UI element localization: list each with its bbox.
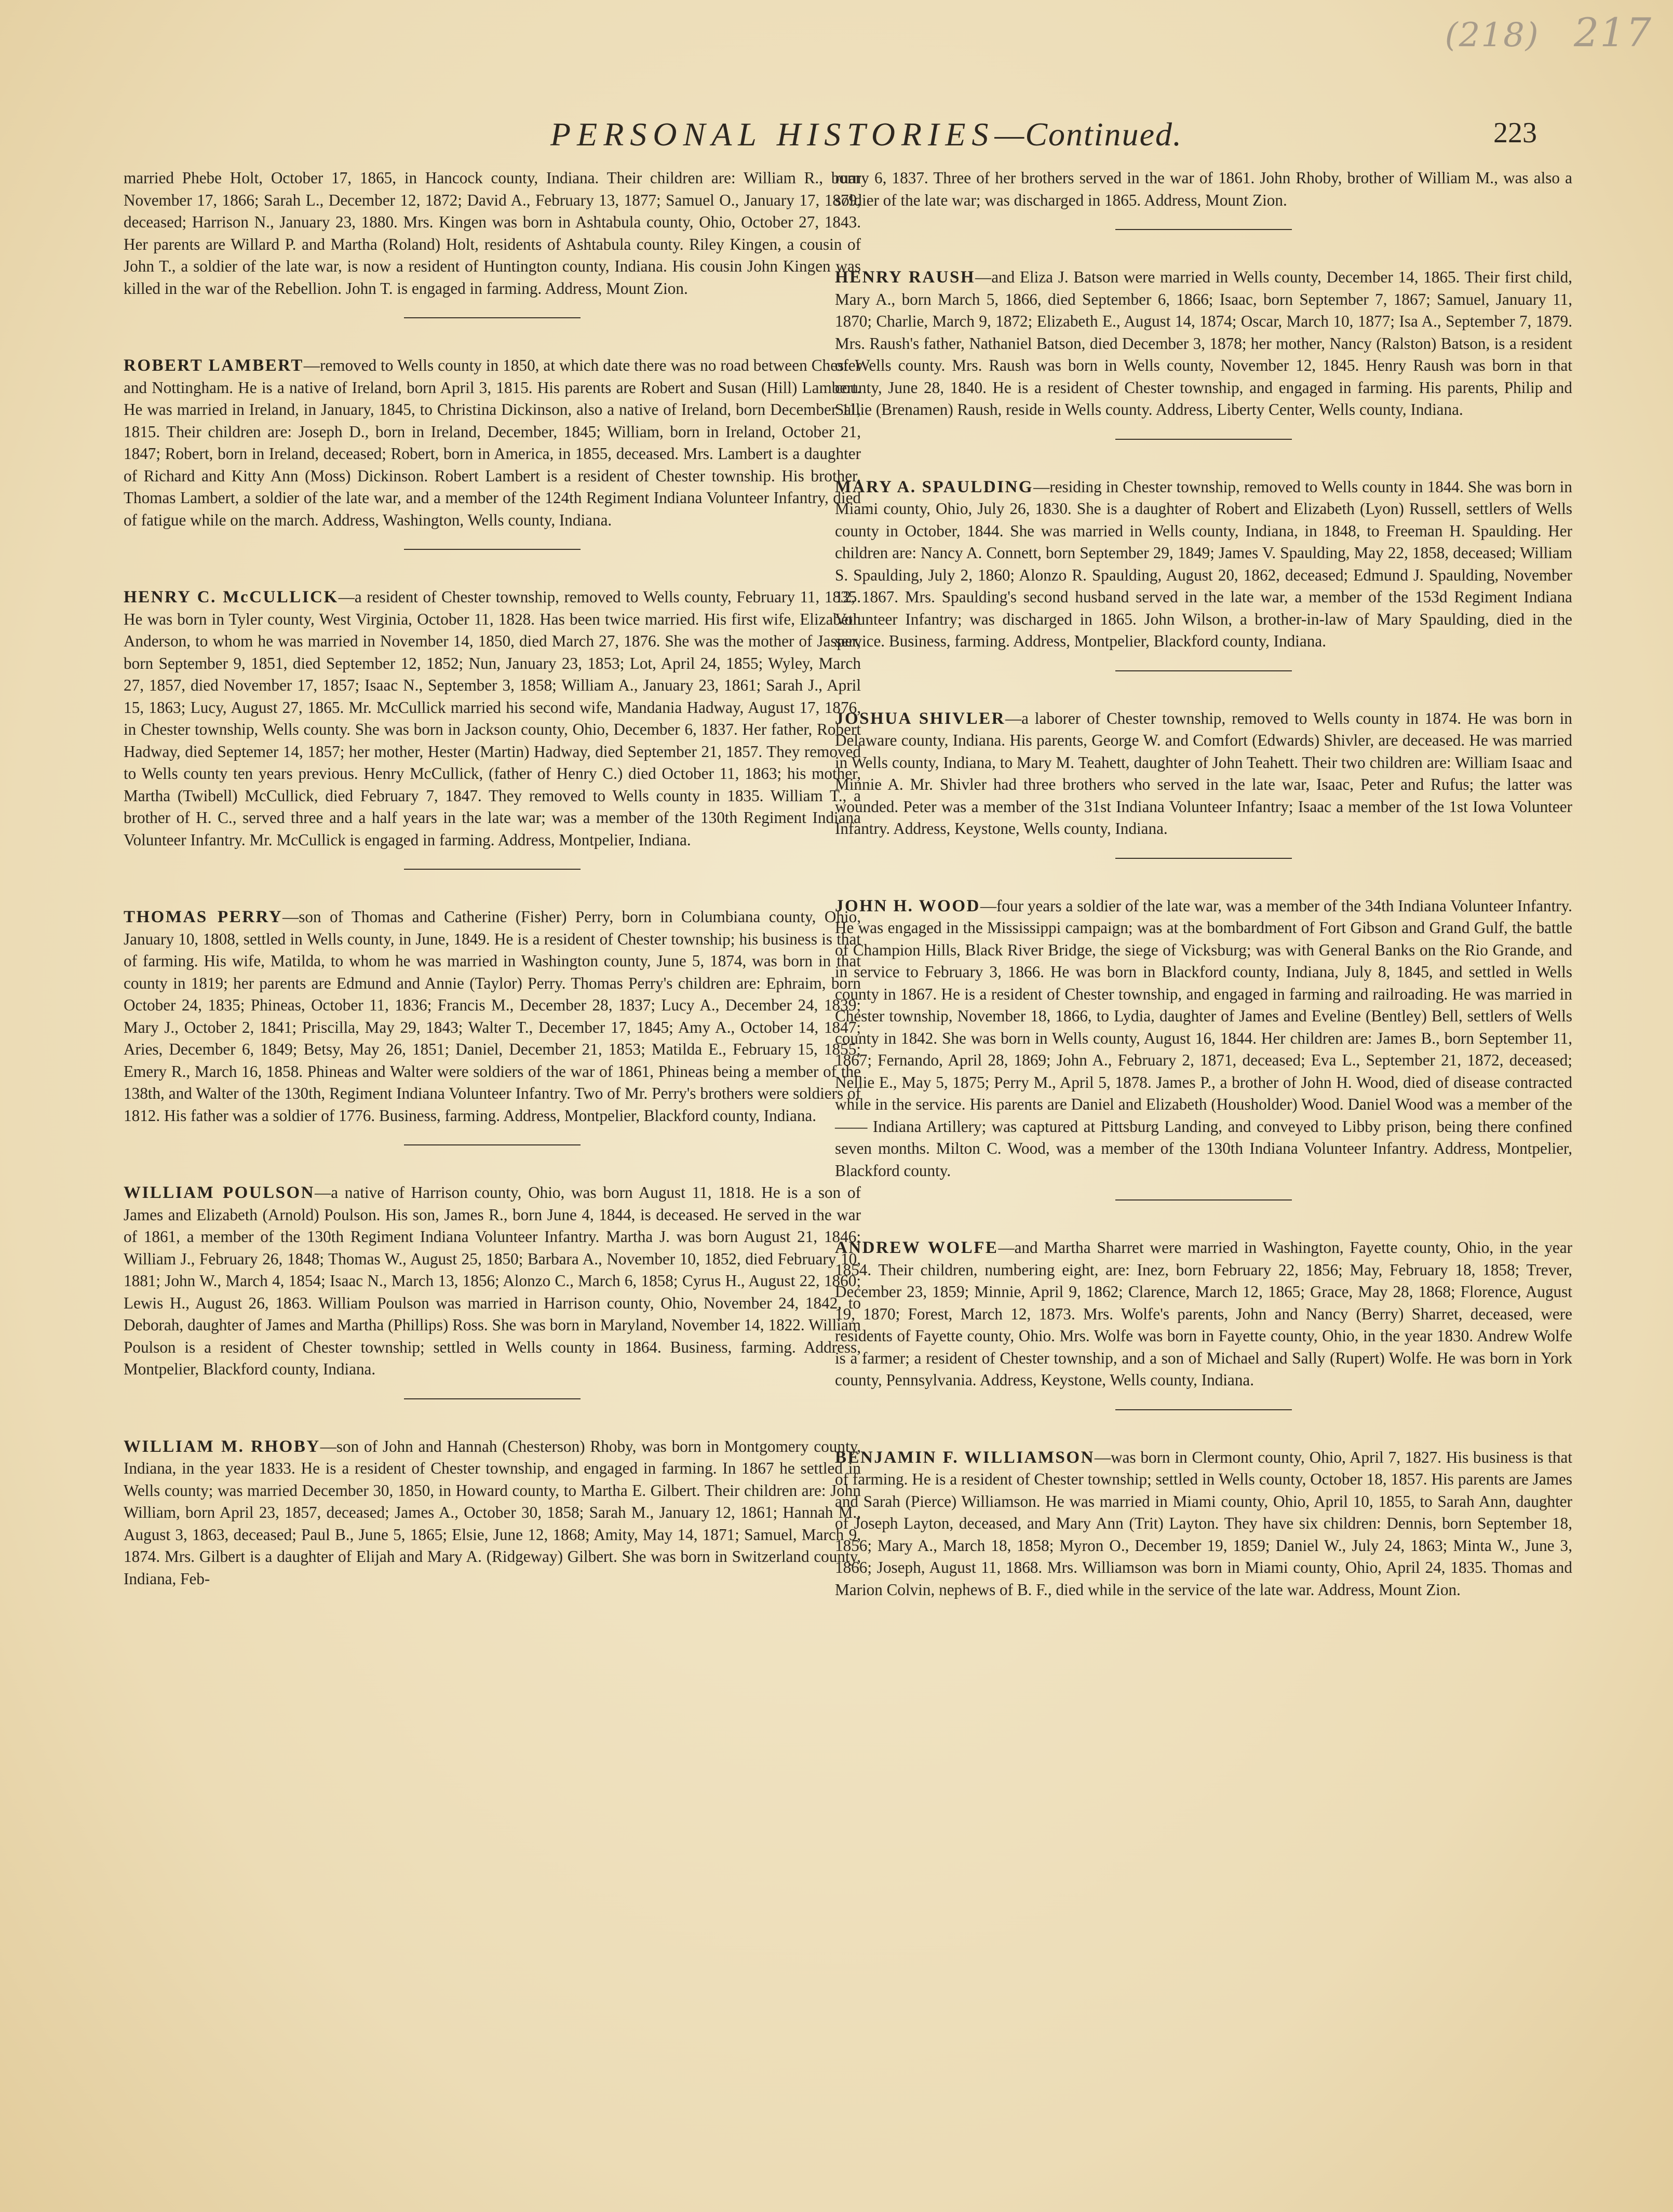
divider: [1115, 1409, 1292, 1410]
entry-name: JOSHUA SHIVLER: [835, 709, 1005, 728]
entry-name: JOHN H. WOOD: [835, 896, 980, 915]
entry-name: THOMAS PERRY: [124, 908, 283, 926]
pencil-annotation: [1445, 9, 1652, 56]
entry-text: —a resident of Chester township, removed to Wells county, February 11, 1835. He was born in Tyler county, West Virginia, October 11, 1828. Has been twice married. His first wife, Elizabeth Anderson, to whom he was married in November 14, 1850, died March 27, 1876. She was the mother of Jasper, born September 9, 1851, died September 12, 1852; Nun, January 23, 1853; Lot, April 24, 1855; Wyley, March 27, 1857, died November 17, 1857; Isaac N., September 3, 1858; William A., January 23, 1861; Sarah J., April 15, 1863; Lucy, August 27, 1865. Mr. McCullick married his second wife, Mandania Hadway, August 17, 1876, in Chester township, Wells county. She was born in Jackson county, Ohio, December 6, 1837. Her father, Robert Hadway, died Septemer 14, 1857; her mother, Hester (Martin) Hadway, died September 21, 1857. They removed to Wells county ten years previous. Henry McCullick, (father of Henry C.) died October 11, 1863; his mother, Martha (Twibell) McCullick, died February 7, 1847. They removed to Wells county in 1835. William T., a brother of H. C., served three and a half years in the late war; was a member of the 130th Regiment Indiana Volunteer Infantry. Mr. McCullick is engaged in farming. Address, Montpelier, Indiana.: [124, 588, 861, 849]
entry-text: —son of John and Hannah (Chesterson) Rhoby, was born in Montgomery county, Indiana, in the year 1833. He is a resident of Chester township, and engaged in farming. In 1867 he settled in Wells county; was married December 30, 1850, in Howard county, to Martha E. Gilbert. Their children are: John William, born April 23, 1857, deceased; James A., October 30, 1858; Sarah M., January 12, 1861; Hannah M., August 3, 1863, deceased; Paul B., June 5, 1865; Elsie, June 12, 1868; Amity, May 14, 1871; Samuel, March 9, 1874. Mrs. Gilbert is a daughter of Elijah and Mary A. (Ridgeway) Gilbert. She was born in Switzerland county, Indiana, Feb-: [124, 1437, 861, 1588]
entry-name: WILLIAM M. RHOBY: [124, 1437, 320, 1456]
entry-text: —and Martha Sharret were married in Washington, Fayette county, Ohio, in the year 1854. Their children, numbering eight, are: Inez, born February 22, 1856; May, February 18, 1858; Trever, December 23, 1859; Minnie, April 9, 1862; Clarence, March 12, 1865; Grace, May 28, 1868; Florence, August 19, 1870; Forest, March 12, 1873. Mrs. Wolfe's parents, John and Nancy (Berry) Sharret, deceased, were residents of Fayette county, Ohio. Mrs. Wolfe was born in Fayette county, Ohio, in the year 1830. Andrew Wolfe is a farmer; a resident of Chester township, and a son of Michael and Sally (Rupert) Wolfe. He was born in York county, Pennsylvania. Address, Keystone, Wells county, Indiana.: [835, 1238, 1572, 1389]
entry-john-wood: [835, 895, 1572, 1182]
divider: [1115, 1199, 1292, 1201]
entry-text: —a native of Harrison county, Ohio, was born August 11, 1818. He is a son of James and Elizabeth (Arnold) Poulson. His son, James R., born June 4, 1844, is deceased. He served in the war of 1861, a member of the 130th Regiment Indiana Volunteer Infantry. Martha J. was born August 21, 1846; William J., February 26, 1848; Thomas W., August 25, 1850; Barbara A., November 10, 1852, died February 10, 1881; John W., March 4, 1854; Isaac N., March 13, 1856; Alonzo C., March 6, 1858; Cyrus H., August 22, 1860; Lewis H., August 26, 1863. William Poulson was married in Harrison county, Ohio, November 24, 1842, to Deborah, daughter of James and Martha (Phillips) Ross. She was born in Maryland, November 14, 1822. William Poulson is a resident of Chester township; settled in Wells county in 1864. Business, farming. Address, Montpelier, Blackford county, Indiana.: [124, 1183, 861, 1378]
entry-name: HENRY C. McCULLICK: [124, 588, 339, 606]
entry-henry-raush: [835, 266, 1572, 421]
entry-thomas-perry: [124, 906, 861, 1127]
entry-william-rhoby: [124, 1436, 861, 1590]
entry-text: —four years a soldier of the late war, was a member of the 34th Indiana Volunteer Infantry. He was engaged in the Mississippi campaign; was at the bombardment of Fort Gibson and Grand Gulf, the battle of Champion Hills, Black River Bridge, the siege of Vicksburg; was with General Banks on the Rio Grande, and in service to February 3, 1866. He was born in Blackford county, Indiana, July 8, 1845, and settled in Wells county in 1867. He is a resident of Chester township, and engaged in farming and railroading. He was married in Chester township, November 18, 1866, to Lydia, daughter of James and Eveline (Bentley) Bell, settlers of Wells county in 1842. She was born in Wells county, August 16, 1844. Her children are: James B., born September 11, 1867; Fernando, April 28, 1869; John A., February 2, 1871, deceased; Eva L., September 21, 1872, deceased; Nellie E., May 5, 1875; Perry M., April 5, 1878. James P., a brother of John H. Wood, died of disease contracted while in the service. His parents are Daniel and Elizabeth (Housholder) Wood. Daniel Wood was a member of the —— Indiana Artillery; was captured at Pittsburg Landing, and conveyed to Libby prison, being there confined seven months. Milton C. Wood, was a member of the 130th Indiana Volunteer Infantry. Address, Montpelier, Blackford county.: [835, 896, 1572, 1180]
entry-rhoby-cont: [835, 167, 1572, 211]
page-number: 223: [1493, 117, 1537, 149]
divider: [1115, 229, 1292, 230]
entry-name: MARY A. SPAULDING: [835, 477, 1034, 496]
entry-benjamin-williamson: [835, 1447, 1572, 1601]
right-column: [835, 167, 1572, 1601]
entry-mary-spaulding: [835, 476, 1572, 653]
pencil-note-a: (218): [1445, 16, 1540, 55]
divider: [404, 549, 581, 550]
divider: [404, 1144, 581, 1145]
entry-name: BENJAMIN F. WILLIAMSON: [835, 1448, 1095, 1467]
running-title-main: PERSONAL HISTORIES: [550, 116, 995, 153]
pencil-note-b: 217: [1573, 9, 1652, 56]
entry-andrew-wolfe: [835, 1237, 1572, 1392]
running-title: [550, 115, 1182, 154]
entry-henry-mccullick: [124, 586, 861, 851]
entry-text: —a laborer of Chester township, removed to Wells county in 1874. He was born in Delaware county, Indiana. His parents, George W. and Comfort (Edwards) Shivler, are deceased. He was married in Wells county, Indiana, to Mary M. Teahett, daughter of John Teahett. Their two children are: William Isaac and Minnie A. Mr. Shivler had three brothers who served in the late war, Isaac, Peter and Rufus; the latter was wounded. Peter was a member of the 31st Indiana Volunteer Infantry; Isaac a member of the 1st Iowa Volunteer Infantry. Address, Keystone, Wells county, Indiana.: [835, 709, 1572, 838]
entry-text: —residing in Chester township, removed to Wells county in 1844. She was born in Miami county, Ohio, July 26, 1830. She is a daughter of Robert and Elizabeth (Lyon) Russell, settlers of Wells county in October, 1844. She was married in Wells county, Indiana, in 1848, to Freeman H. Spaulding. Her children are: Nancy A. Connett, born September 29, 1849; James V. Spaulding, May 22, 1858, deceased; William S. Spaulding, July 2, 1860; Alonzo R. Spaulding, August 20, 1862, deceased; Edmund J. Spaulding, November 12, 1867. Mrs. Spaulding's second husband served in the late war, a member of the 153d Regiment Indiana Volunteer Infantry; was discharged in 1865. John Wilson, a brother-in-law of Mary Spaulding, died in the service. Business, farming. Address, Montpelier, Blackford county, Indiana.: [835, 477, 1572, 650]
entry-name: HENRY RAUSH: [835, 268, 975, 287]
divider: [404, 1398, 581, 1399]
page-header: [550, 115, 1537, 157]
divider: [1115, 858, 1292, 859]
entry-text: —was born in Clermont county, Ohio, April 7, 1827. His business is that of farming. He is a resident of Chester township; settled in Wells county, October 18, 1857. His parents are James and Sarah (Pierce) Williamson. He was married in Miami county, Ohio, April 10, 1855, to Sarah Ann, daughter of Joseph Layton, deceased, and Mary Ann (Trit) Layton. They have six children: Dennis, born September 18, 1856; Mary A., March 18, 1858; Myron O., December 19, 1859; Daniel W., July 24, 1863; Minta W., June 3, 1866; Joseph, August 11, 1868. Mrs. Williamson was born in Miami county, Ohio, April 24, 1835. Thomas and Marion Colvin, nephews of B. F., died while in the service of the late war. Address, Mount Zion.: [835, 1448, 1573, 1599]
divider: [404, 869, 581, 870]
entry-name: ROBERT LAMBERT: [124, 356, 304, 375]
entry-text: married Phebe Holt, October 17, 1865, in Hancock county, Indiana. Their children are: William R., born November 17, 1866; Sarah L., December 12, 1872; David A., February 13, 1877; Samuel O., January 17, 1879, deceased; Harrison N., January 23, 1880. Mrs. Kingen was born in Ashtabula county, Ohio, October 27, 1843. Her parents are Willard P. and Martha (Roland) Holt, residents of Ashtabula county. Riley Kingen, a cousin of John T., a soldier of the late war, is now a resident of Huntington county, Indiana. His cousin John Kingen was killed in the war of the Rebellion. John T. is engaged in farming. Address, Mount Zion.: [124, 169, 861, 298]
divider: [404, 317, 581, 318]
entry-joshua-shivler: [835, 708, 1572, 840]
entry-text: —son of Thomas and Catherine (Fisher) Perry, born in Columbiana county, Ohio, January 10, 1808, settled in Wells county, in June, 1849. He is a resident of Chester township; his business is that of farming. His wife, Matilda, to whom he was married in Washington county, June 5, 1874, was born in that county in 1819; her parents are Edmund and Annie (Taylor) Perry. Thomas Perry's children are: Ephraim, born October 24, 1835; Phineas, October 11, 1836; Francis M., December 28, 1837; Lucy A., December 24, 1839; Mary J., October 2, 1841; Priscilla, May 29, 1843; Walter T., December 17, 1845; Amy A., October 14, 1847; Aries, December 6, 1849; Betsy, May 26, 1851; Daniel, December 21, 1853; Matilda E., February 15, 1855; Emery R., March 16, 1858. Phineas and Walter were soldiers of the war of 1861, Phineas being a member of the 138th, and Walter of the 130th, Regiment Indiana Volunteer Infantry. Two of Mr. Perry's brothers were soldiers of 1812. His father was a soldier of 1776. Business, farming. Address, Montpelier, Blackford county, Indiana.: [124, 908, 861, 1125]
entry-text: —and Eliza J. Batson were married in Wells county, December 14, 1865. Their first child, Mary A., born March 5, 1866, died September 6, 1866; Isaac, born September 7, 1867; Samuel, January 11, 1870; Charlie, March 9, 1872; Elizabeth E., August 14, 1874; Oscar, March 10, 1877; Isa A., September 7, 1879. Mrs. Raush's father, Nathaniel Batson, died December 3, 1878; her mother, Nancy (Ralston) Batson, is a resident of Wells county. Mrs. Raush was born in Wells county, November 12, 1845. Henry Raush was born in that county, June 28, 1840. He is a resident of Chester township, and engaged in farming. His parents, Philip and Sallie (Brenamen) Raush, reside in Wells county. Address, Liberty Center, Wells county, Indiana.: [835, 268, 1572, 419]
running-title-cont: —Continued.: [994, 116, 1182, 153]
entry-name: ANDREW WOLFE: [835, 1238, 999, 1257]
left-column: [124, 167, 861, 1590]
entry-name: WILLIAM POULSON: [124, 1183, 315, 1202]
entry-kingen-cont: [124, 167, 861, 300]
entry-text: ruary 6, 1837. Three of her brothers served in the war of 1861. John Rhoby, brother of William M., was also a soldier of the late war; was discharged in 1865. Address, Mount Zion.: [835, 169, 1572, 209]
divider: [1115, 439, 1292, 440]
entry-text: —removed to Wells county in 1850, at which date there was no road between Chester and Nottingham. He is a native of Ireland, born April 3, 1815. His parents are Robert and Susan (Hill) Lambert. He was married in Ireland, in January, 1845, to Christina Dickinson, also a native of Ireland, born December 11, 1815. Their children are: Joseph D., born in Ireland, December, 1845; William, born in Ireland, October 21, 1847; Robert, born in Ireland, deceased; Robert, born in America, in 1855, deceased. Mrs. Lambert is a daughter of Richard and Kitty Ann (Moss) Dickinson. Robert Lambert is a resident of Chester township. His brother, Thomas Lambert, a soldier of the late war, and a member of the 124th Regiment Indiana Volunteer Infantry, died of fatigue while on the march. Address, Washington, Wells county, Indiana.: [124, 356, 861, 529]
entry-william-poulson: [124, 1182, 861, 1381]
divider: [1115, 670, 1292, 671]
entry-robert-lambert: [124, 355, 861, 531]
